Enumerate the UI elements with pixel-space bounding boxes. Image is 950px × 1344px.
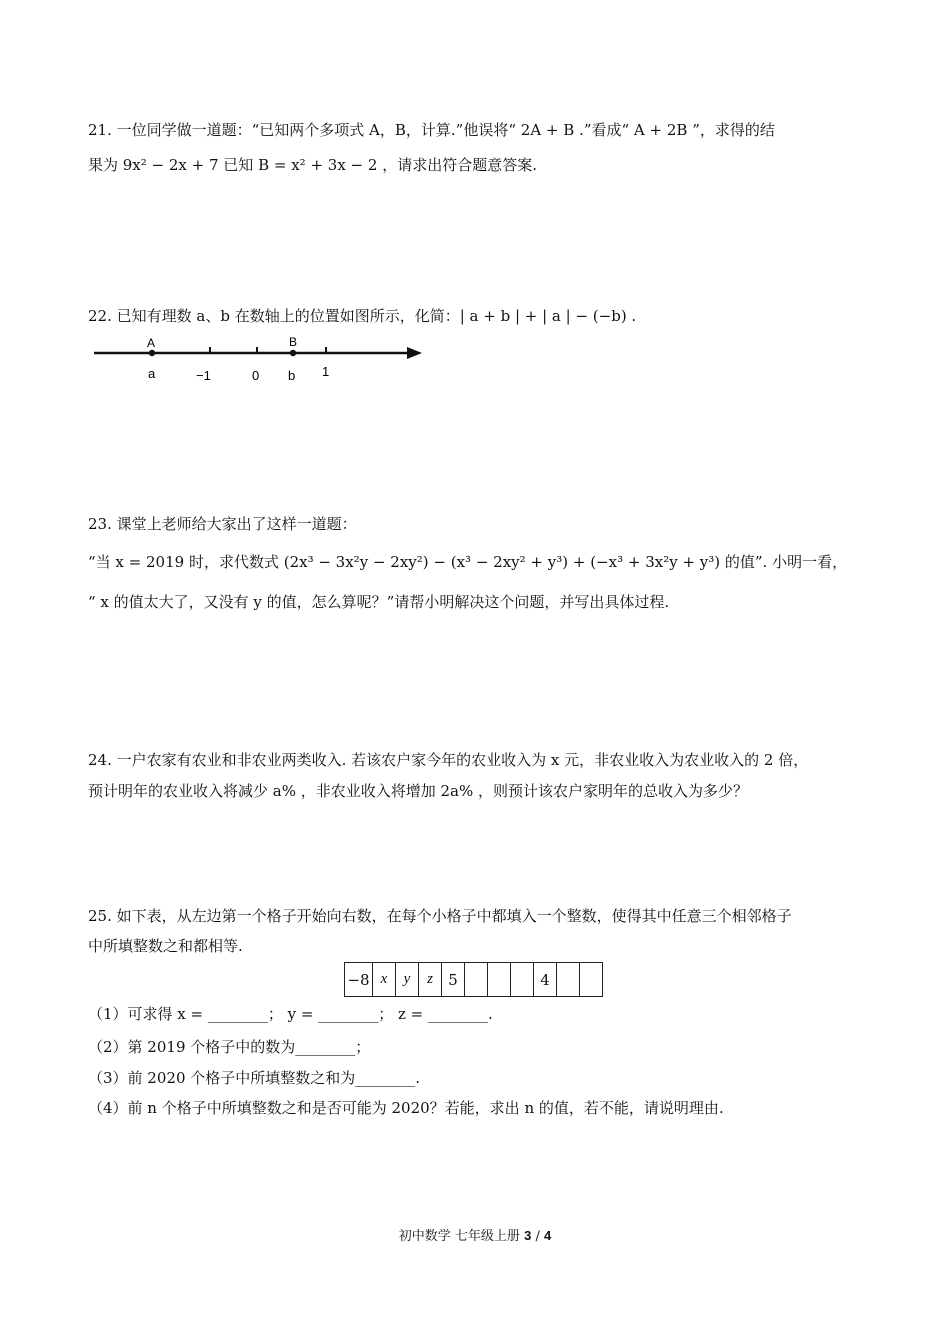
footer-page-number: 3 bbox=[524, 1228, 532, 1243]
q23-line1: 23. 课堂上老师给大家出了这样一道题： bbox=[88, 515, 357, 533]
point-b-label: B bbox=[289, 335, 298, 349]
q25-line2: 中所填整数之和都相等. bbox=[88, 937, 243, 955]
grid-cell-11 bbox=[580, 963, 603, 997]
footer-subject: 初中数学 七年级上册 bbox=[398, 1229, 520, 1244]
number-line-arrow bbox=[407, 347, 422, 359]
grid-cell-1: −8 bbox=[345, 963, 373, 997]
q25-sub3: （3）前 2020 个格子中所填整数之和为________. bbox=[88, 1069, 421, 1087]
grid-cell-10 bbox=[557, 963, 580, 997]
point-b-dot bbox=[290, 350, 296, 356]
point-a-label: A bbox=[147, 336, 156, 350]
q23-line3: “ x 的值太大了，又没有 y 的值，怎么算呢？”请帮小明解决这个问题，并写出具体过程. bbox=[88, 593, 670, 611]
grid-cell-4: z bbox=[419, 963, 442, 997]
q24-line2: 预计明年的农业收入将减少 a% ，非农业收入将增加 2a% ，则预计该农户家明年的总收入为多少？ bbox=[88, 782, 749, 800]
q25-line1: 25. 如下表，从左边第一个格子开始向右数，在每个小格子中都填入一个整数，使得其中任意三个相邻格子 bbox=[88, 907, 792, 925]
q24-line1: 24. 一户农家有农业和非农业两类收入. 若该农户家今年的农业收入为 x 元，非农业收入为农业收入的 2 倍， bbox=[88, 751, 809, 769]
grid-cell-7 bbox=[488, 963, 511, 997]
q25-sub4: （4）前 n 个格子中所填整数之和是否可能为 2020？若能，求出 n 的值，若不能，请说明理由. bbox=[88, 1099, 724, 1117]
number-grid-table bbox=[344, 962, 603, 997]
q23-line2: “当 x = 2019 时，求代数式 (2x³ − 3x²y − 2xy²) − (x³ − 2xy² + y³) + (−x³ + 3x²y + y³) 的值”. 小明一看， bbox=[88, 553, 848, 571]
footer-separator: / bbox=[535, 1229, 540, 1244]
q22-text: 22. 已知有理数 a、b 在数轴上的位置如图所示，化简：| a + b | + | a | − (−b) . bbox=[88, 307, 637, 325]
tick-label-zero: 0 bbox=[252, 368, 260, 383]
footer-total-pages: 4 bbox=[543, 1228, 552, 1243]
grid-row bbox=[345, 963, 603, 997]
q25-sub2: （2）第 2019 个格子中的数为________； bbox=[88, 1038, 371, 1056]
grid-cell-5: 5 bbox=[442, 963, 465, 997]
q21-line1: 21. 一位同学做一道题：“已知两个多项式 A，B，计算.”他误将“ 2A + B .”看成“ A + 2B ”，求得的结 bbox=[88, 121, 775, 139]
q25-sub1: （1）可求得 x = ________； y = ________； z = ________. bbox=[88, 1005, 493, 1023]
grid-cell-2: x bbox=[373, 963, 396, 997]
grid-cell-8 bbox=[511, 963, 534, 997]
grid-cell-6 bbox=[465, 963, 488, 997]
point-a-dot bbox=[149, 350, 155, 356]
grid-cell-3: y bbox=[396, 963, 419, 997]
page-footer bbox=[0, 1225, 950, 1244]
grid-cell-9: 4 bbox=[534, 963, 557, 997]
number-line-figure bbox=[92, 334, 422, 384]
tick-label-minus-one: −1 bbox=[196, 368, 211, 383]
tick-label-a: a bbox=[148, 366, 156, 381]
tick-label-b: b bbox=[288, 368, 296, 383]
tick-label-one: 1 bbox=[322, 364, 330, 379]
q21-line2: 果为 9x² − 2x + 7 已知 B = x² + 3x − 2 ，请求出符合题意答案. bbox=[88, 156, 537, 174]
